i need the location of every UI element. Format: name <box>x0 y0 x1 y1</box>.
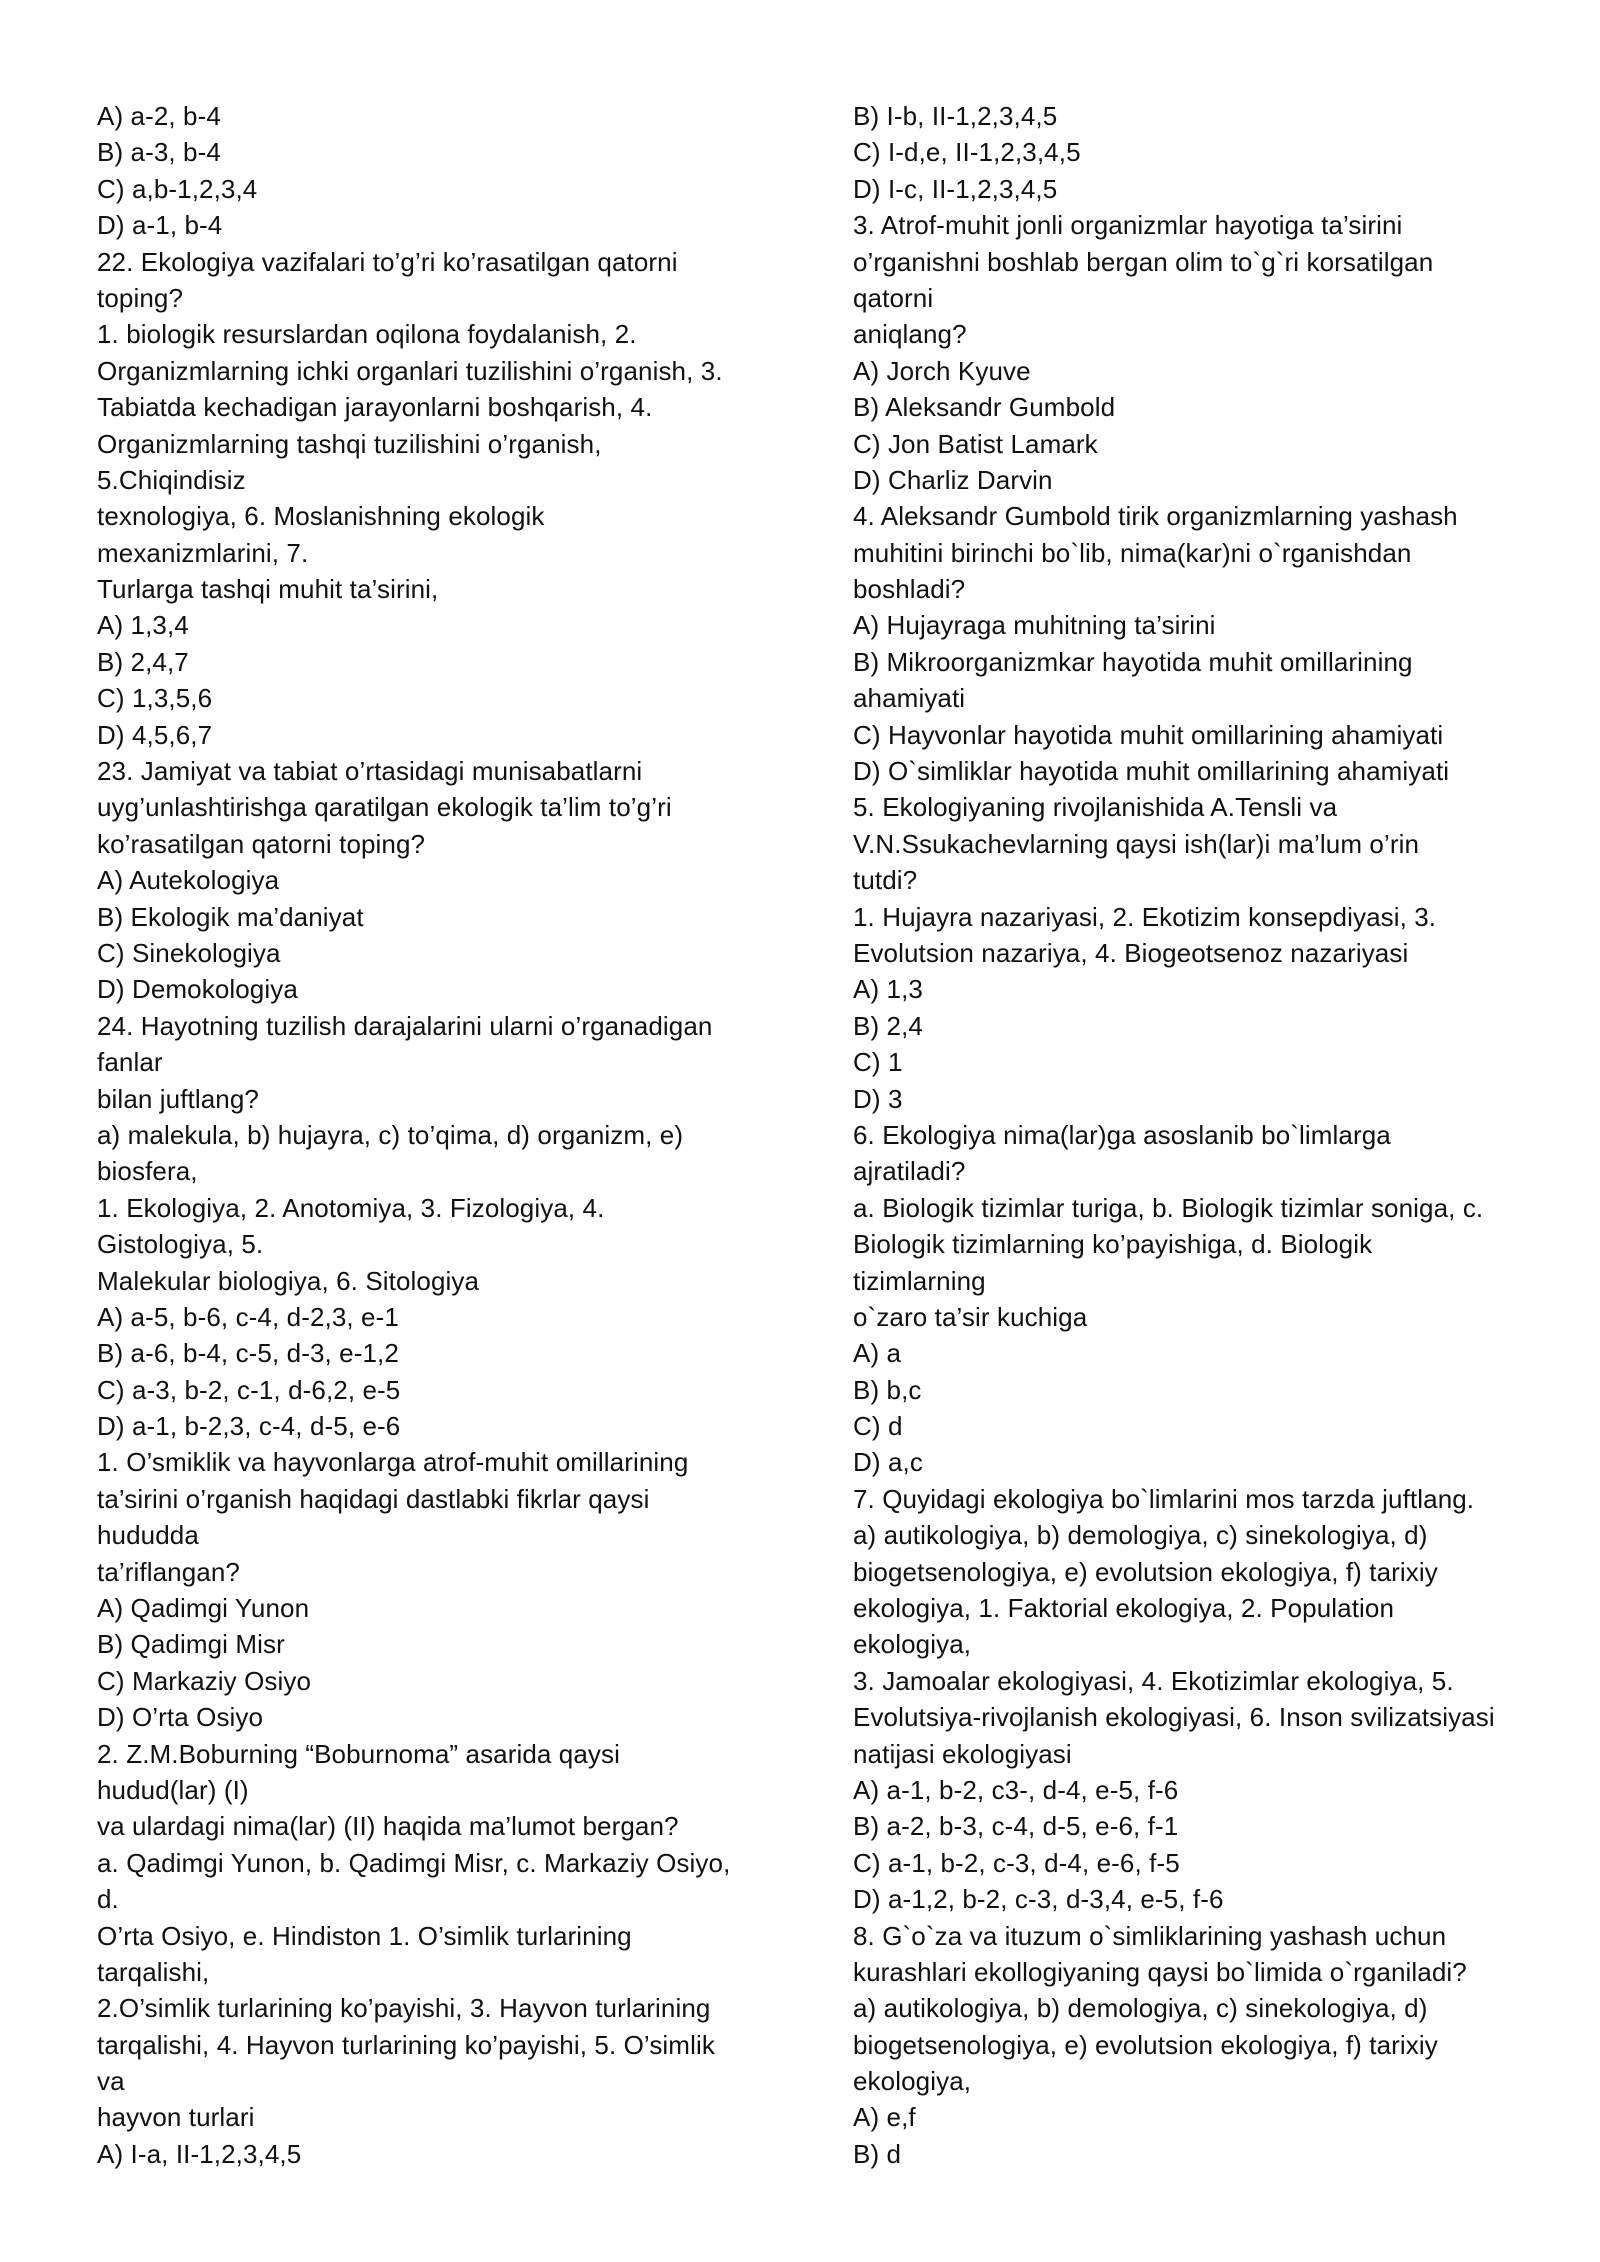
text-line: va ulardagi nima(lar) (II) haqida ma’lumot bergan? <box>97 1811 679 1842</box>
text-line: uyg’unlashtirishga qaratilgan ekologik ta’lim to’g’ri <box>97 792 672 823</box>
text-line: kurashlari ekollogiyaning qaysi bo`limida o`rganiladi? <box>853 1956 1467 1987</box>
right-column <box>853 98 1523 2172</box>
text-line: A) 1,3 <box>853 974 923 1005</box>
text-line: O’rta Osiyo, e. Hindiston 1. O’simlik turlarining <box>97 1920 632 1951</box>
text-line: ekologiya, <box>853 2066 972 2097</box>
text-line: C) I-d,e, II-1,2,3,4,5 <box>853 137 1081 168</box>
text-line: 1. Ekologiya, 2. Anotomiya, 3. Fizologiya, 4. <box>97 1192 605 1223</box>
text-line: 5.Chiqindisiz <box>97 464 246 495</box>
text-line: a) autikologiya, b) demologiya, c) sinekologiya, d) <box>853 1520 1428 1551</box>
text-line: biogetsenologiya, e) evolutsion ekologiya, f) tarixiy <box>853 1556 1438 1587</box>
text-line: C) Hayvonlar hayotida muhit omillarining ahamiyati <box>853 719 1444 750</box>
text-line: Evolutsiya-rivojlanish ekologiyasi, 6. Inson svilizatsiyasi <box>853 1702 1495 1733</box>
text-line: d. <box>97 1884 119 1915</box>
text-line: toping? <box>97 282 183 313</box>
text-line: Organizmlarning ichki organlari tuzilishini o’rganish, 3. <box>97 355 723 386</box>
text-line: a. Biologik tizimlar turiga, b. Biologik tizimlar soniga, c. <box>853 1192 1484 1223</box>
text-line: tizimlarning <box>853 1265 986 1296</box>
text-line: o`zaro ta’sir kuchiga <box>853 1301 1088 1332</box>
text-line: 3. Atrof-muhit jonli organizmlar hayotiga ta’sirini <box>853 210 1403 241</box>
text-line: A) Qadimgi Yunon <box>97 1593 310 1624</box>
text-line: D) a-1, b-4 <box>97 210 223 241</box>
text-line: B) a-3, b-4 <box>97 137 221 168</box>
text-line: 1. O’smiklik va hayvonlarga atrof-muhit omillarining <box>97 1447 689 1478</box>
text-line: 5. Ekologiyaning rivojlanishida A.Tensli va <box>853 792 1338 823</box>
text-line: va <box>97 2066 125 2097</box>
text-line: ta’riflangan? <box>97 1556 240 1587</box>
text-line: A) Hujayraga muhitning ta’sirini <box>853 610 1216 641</box>
text-line: a. Qadimgi Yunon, b. Qadimgi Misr, c. Markaziy Osiyo, <box>97 1847 731 1878</box>
text-line: A) a-2, b-4 <box>97 101 221 131</box>
text-line: Evolutsion nazariya, 4. Biogeotsenoz nazariyasi <box>853 937 1409 968</box>
text-line: B) 2,4 <box>853 1010 923 1041</box>
text-line: 8. G`o`za va ituzum o`simliklarining yashash uchun <box>853 1920 1447 1951</box>
text-line: 3. Jamoalar ekologiyasi, 4. Ekotizimlar ekologiya, 5. <box>853 1665 1454 1696</box>
text-line: C) a-1, b-2, c-3, d-4, e-6, f-5 <box>853 1847 1180 1878</box>
text-line: D) O`simliklar hayotida muhit omillarining ahamiyati <box>853 756 1450 787</box>
text-line: B) 2,4,7 <box>97 646 189 677</box>
text-line: D) Demokologiya <box>97 974 298 1005</box>
text-line: Turlarga tashqi muhit ta’sirini, <box>97 574 439 605</box>
text-line: A) e,f <box>853 2102 916 2133</box>
text-line: 2.O’simlik turlarining ko’payishi, 3. Hayvon turlarining <box>97 1993 711 2024</box>
text-line: biosfera, <box>97 1156 198 1187</box>
text-line: mexanizmlarini, 7. <box>97 537 309 568</box>
text-line: Organizmlarning tashqi tuzilishini o’rganish, <box>97 428 602 459</box>
text-line: A) 1,3,4 <box>97 610 189 641</box>
text-line: ajratiladi? <box>853 1156 966 1187</box>
text-line: 22. Ekologiya vazifalari to’g’ri ko’rasatilgan qatorni <box>97 246 678 277</box>
text-line: hududda <box>97 1520 199 1551</box>
text-line: Biologik tizimlarning ko’payishiga, d. Biologik <box>853 1229 1373 1260</box>
text-line: qatorni <box>853 282 934 313</box>
text-line: A) I-a, II-1,2,3,4,5 <box>97 2138 302 2169</box>
text-line: A) a-5, b-6, c-4, d-2,3, e-1 <box>97 1301 399 1332</box>
text-line: ekologiya, <box>853 1629 972 1660</box>
text-line: C) Sinekologiya <box>97 937 281 968</box>
text-line: tutdi? <box>853 865 918 896</box>
text-line: C) d <box>853 1411 903 1442</box>
text-line: A) Autekologiya <box>97 865 280 896</box>
text-line: ekologiya, 1. Faktorial ekologiya, 2. Population <box>853 1593 1395 1624</box>
text-line: A) a <box>853 1338 902 1369</box>
text-line: hudud(lar) (I) <box>97 1774 249 1805</box>
text-line: B) Mikroorganizmkar hayotida muhit omillarining <box>853 646 1413 677</box>
text-line: D) a,c <box>853 1447 923 1478</box>
text-line: A) a-1, b-2, c3-, d-4, e-5, f-6 <box>853 1774 1179 1805</box>
text-line: texnologiya, 6. Moslanishning ekologik <box>97 501 545 532</box>
text-line: C) 1,3,5,6 <box>97 683 213 714</box>
text-line: 4. Aleksandr Gumbold tirik organizmlarning yashash <box>853 501 1458 532</box>
left-column <box>97 98 787 2172</box>
text-line: ta’sirini o’rganish haqidagi dastlabki fikrlar qaysi <box>97 1483 650 1514</box>
text-line: B) Qadimgi Misr <box>97 1629 285 1660</box>
text-line: A) Jorch Kyuve <box>853 355 1031 386</box>
text-line: D) a-1,2, b-2, c-3, d-3,4, e-5, f-6 <box>853 1884 1224 1915</box>
text-line: C) 1 <box>853 1047 903 1078</box>
text-line: D) 4,5,6,7 <box>97 719 213 750</box>
text-line: B) a-6, b-4, c-5, d-3, e-1,2 <box>97 1338 399 1369</box>
text-line: tarqalishi, <box>97 1956 210 1987</box>
text-line: B) I-b, II-1,2,3,4,5 <box>853 101 1058 131</box>
text-line: o’rganishni boshlab bergan olim to`g`ri korsatilgan <box>853 246 1434 277</box>
text-line: C) a-3, b-2, c-1, d-6,2, e-5 <box>97 1374 401 1405</box>
text-line: B) d <box>853 2138 902 2169</box>
text-line: tarqalishi, 4. Hayvon turlarining ko’payishi, 5. O’simlik <box>97 2029 715 2060</box>
text-line: bilan juftlang? <box>97 1083 259 1114</box>
text-line: fanlar <box>97 1047 163 1078</box>
text-line: natijasi ekologiyasi <box>853 1738 1072 1769</box>
text-line: 2. Z.M.Boburning “Boburnoma” asarida qaysi <box>97 1738 621 1769</box>
text-line: 1. Hujayra nazariyasi, 2. Ekotizim konsepdiyasi, 3. <box>853 901 1437 932</box>
text-line: D) 3 <box>853 1083 903 1114</box>
text-line: muhitini birinchi bo`lib, nima(kar)ni o`rganishdan <box>853 537 1412 568</box>
text-line: a) autikologiya, b) demologiya, c) sinekologiya, d) <box>853 1993 1428 2024</box>
text-line: ko’rasatilgan qatorni toping? <box>97 828 426 859</box>
text-line: Malekular biologiya, 6. Sitologiya <box>97 1265 480 1296</box>
text-line: ahamiyati <box>853 683 966 714</box>
text-line: C) a,b-1,2,3,4 <box>97 173 258 204</box>
text-line: D) Charliz Darvin <box>853 464 1053 495</box>
text-line: B) b,c <box>853 1374 922 1405</box>
text-line: B) Aleksandr Gumbold <box>853 392 1116 423</box>
text-line: V.N.Ssukachevlarning qaysi ish(lar)i ma’lum o’rin <box>853 828 1420 859</box>
text-line: biogetsenologiya, e) evolutsion ekologiya, f) tarixiy <box>853 2029 1438 2060</box>
text-line: C) Markaziy Osiyo <box>97 1665 312 1696</box>
text-line: C) Jon Batist Lamark <box>853 428 1098 459</box>
text-line: boshladi? <box>853 574 966 605</box>
text-line: D) I-c, II-1,2,3,4,5 <box>853 173 1058 204</box>
text-line: hayvon turlari <box>97 2102 255 2133</box>
text-line: 7. Quyidagi ekologiya bo`limlarini mos tarzda juftlang. <box>853 1483 1475 1514</box>
text-line: 24. Hayotning tuzilish darajalarini ularni o’rganadigan <box>97 1010 713 1041</box>
text-line: Tabiatda kechadigan jarayonlarni boshqarish, 4. <box>97 392 653 423</box>
text-line: 1. biologik resurslardan oqilona foydalanish, 2. <box>97 319 637 350</box>
text-line: aniqlang? <box>853 319 967 350</box>
text-line: Gistologiya, 5. <box>97 1229 264 1260</box>
text-line: a) malekula, b) hujayra, c) to’qima, d) organizm, e) <box>97 1119 684 1150</box>
text-line: D) O’rta Osiyo <box>97 1702 264 1733</box>
text-line: B) a-2, b-3, c-4, d-5, e-6, f-1 <box>853 1811 1179 1842</box>
text-line: D) a-1, b-2,3, c-4, d-5, e-6 <box>97 1411 401 1442</box>
text-line: 6. Ekologiya nima(lar)ga asoslanib bo`limlarga <box>853 1119 1391 1150</box>
text-line: 23. Jamiyat va tabiat o’rtasidagi munisabatlarni <box>97 756 643 787</box>
text-line: B) Ekologik ma’daniyat <box>97 901 364 932</box>
